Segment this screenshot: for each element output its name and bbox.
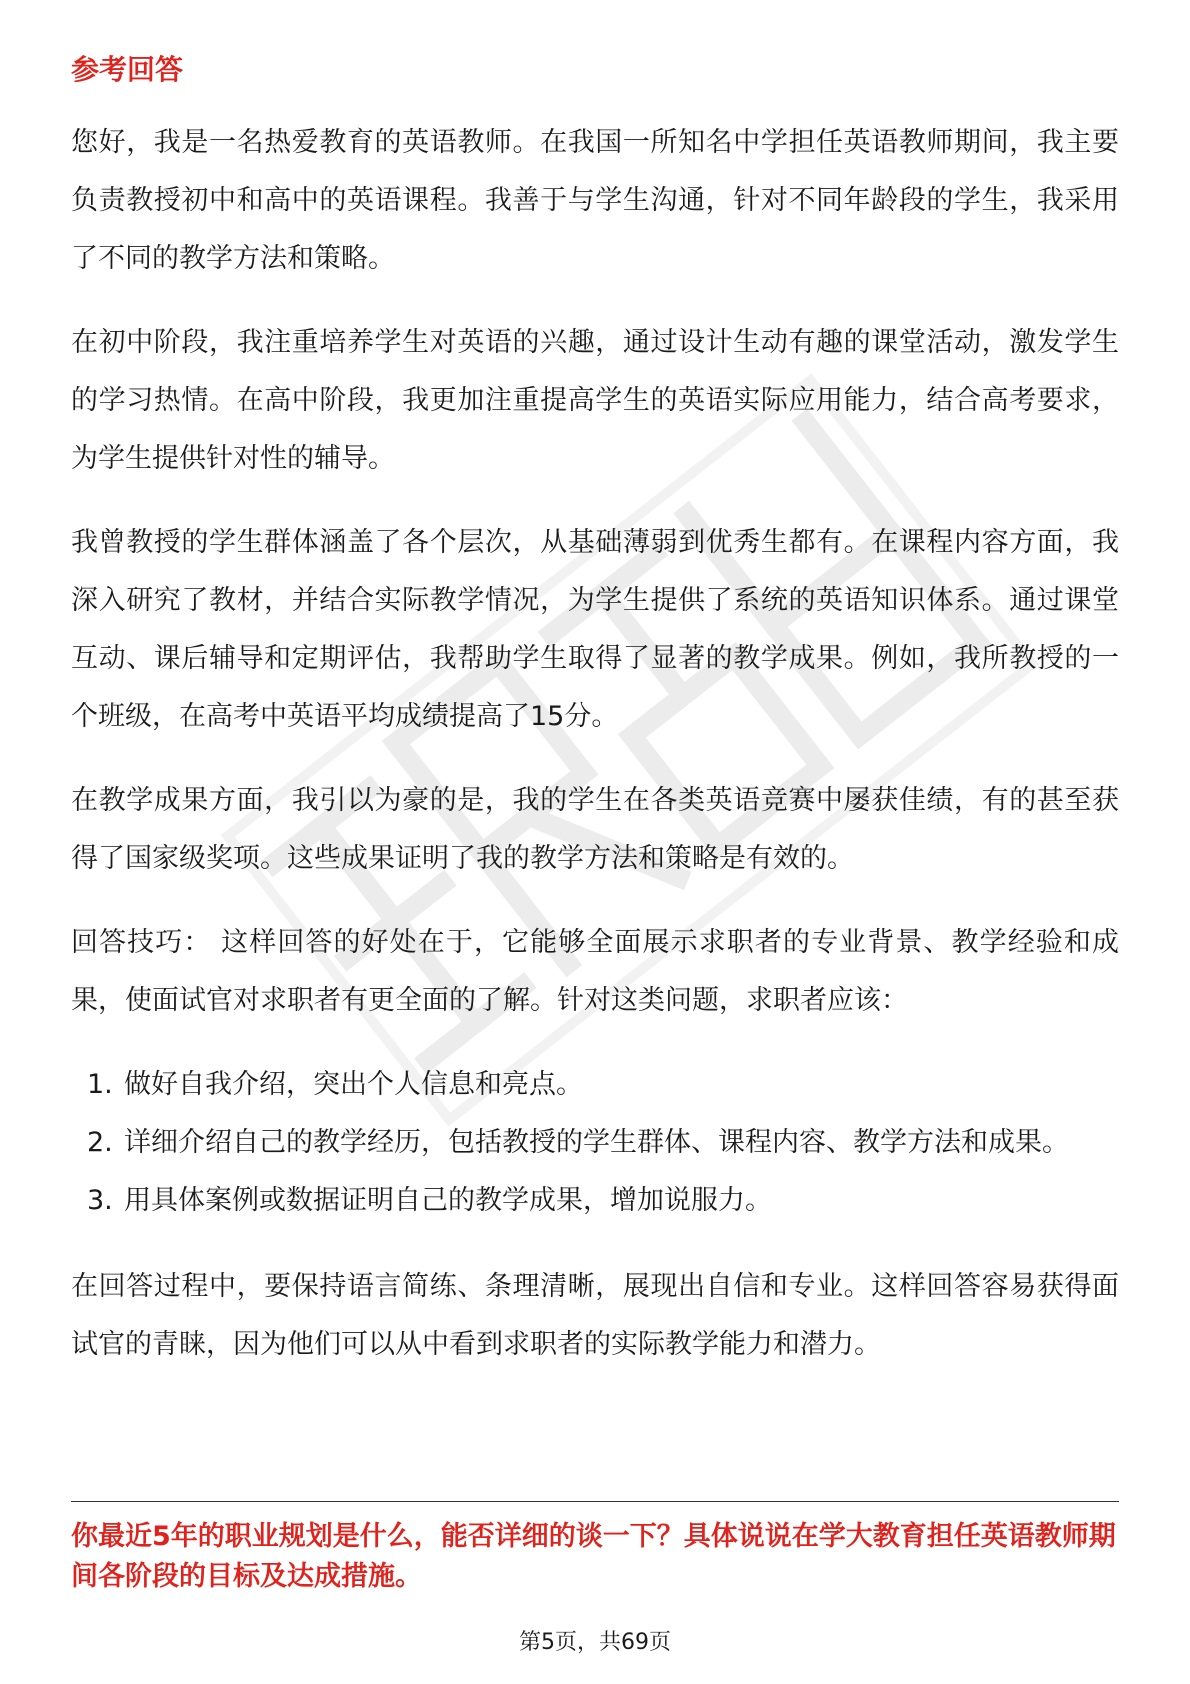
list-item-text: 详细介绍自己的教学经历，包括教授的学生群体、课程内容、教学方法和成果。 <box>124 1127 1069 1158</box>
answer-paragraph-4: 在教学成果方面，我引以为豪的是，我的学生在各类英语竞赛中屡获佳绩，有的甚至获得了国家级奖项。这些成果证明了我的教学方法和策略是有效的。 <box>71 785 1119 874</box>
list-item-text: 做好自我介绍，突出个人信息和亮点。 <box>124 1069 583 1100</box>
list-item-number: 3. <box>87 1185 113 1216</box>
answer-paragraph-1: 您好，我是一名热爱教育的英语教师。在我国一所知名中学担任英语教师期间，我主要负责教授初中和高中的英语课程。我善于与学生沟通，针对不同年龄段的学生，我采用了不同的教学方法和策略。 <box>71 127 1119 274</box>
list-item <box>71 1172 1119 1230</box>
list-item-number: 1. <box>87 1069 113 1100</box>
section-divider <box>71 1501 1119 1502</box>
list-item <box>71 1114 1119 1172</box>
page-number-footer: 第5页，共69页 <box>519 1630 671 1655</box>
list-item <box>71 1056 1119 1114</box>
list-item-text: 用具体案例或数据证明自己的教学成果，增加说服力。 <box>124 1185 772 1216</box>
tips-intro-paragraph: 回答技巧： 这样回答的好处在于，它能够全面展示求职者的专业背景、教学经验和成果，使面试官对求职者有更全面的了解。针对这类问题，求职者应该： <box>71 927 1119 1016</box>
tips-list <box>71 1056 1119 1230</box>
closing-paragraph: 在回答过程中，要保持语言简练、条理清晰，展现出自信和专业。这样回答容易获得面试官的青睐，因为他们可以从中看到求职者的实际教学能力和潜力。 <box>71 1271 1119 1360</box>
answer-paragraph-2: 在初中阶段，我注重培养学生对英语的兴趣，通过设计生动有趣的课堂活动，激发学生的学习热情。在高中阶段，我更加注重提高学生的英语实际应用能力，结合高考要求，为学生提供针对性的辅导。 <box>71 327 1119 474</box>
main-content <box>71 48 1119 1400</box>
section-title: 参考回答 <box>71 53 184 86</box>
list-item-number: 2. <box>87 1127 113 1158</box>
answer-paragraph-3: 我曾教授的学生群体涵盖了各个层次，从基础薄弱到优秀生都有。在课程内容方面，我深入研究了教材，并结合实际教学情况，为学生提供了系统的英语知识体系。通过课堂互动、课后辅导和定期评估，我帮助学生取得了显著的教学成果。例如，我所教授的一个班级，在高考中英语平均成绩提高了15分。 <box>71 527 1119 732</box>
next-question-heading: 你最近5年的职业规划是什么，能否详细的谈一下？具体说说在学大教育担任英语教师期间各阶段的目标及达成措施。 <box>71 1521 1116 1592</box>
